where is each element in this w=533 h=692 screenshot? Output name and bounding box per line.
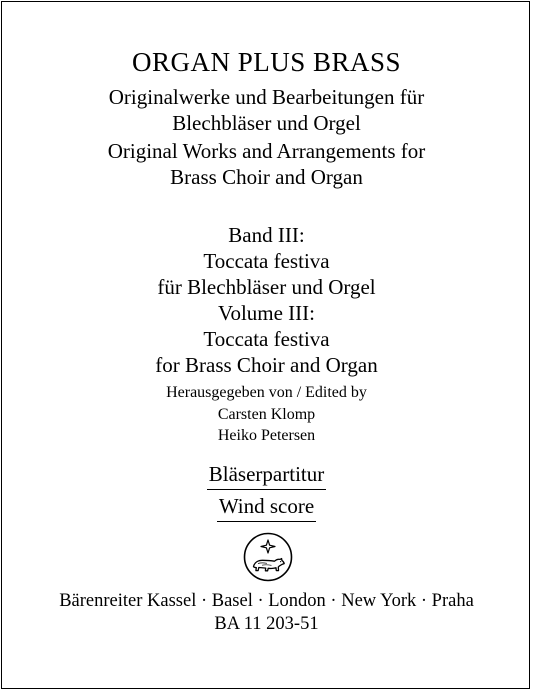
- volume-de-work-title: Toccata festiva: [203, 249, 330, 273]
- volume-de-instrumentation: für Blechbläser und Orgel: [157, 275, 376, 299]
- publisher-block: [0, 590, 533, 636]
- main-title: ORGAN PLUS BRASS: [131, 47, 402, 77]
- publisher-cities: Bärenreiter Kassel · Basel · London · New York · Praha: [59, 591, 474, 611]
- subtitle-german: [0, 84, 533, 136]
- subtitle-german-line-1: Originalwerke und Bearbeitungen für: [108, 85, 425, 109]
- volume-info: [0, 222, 533, 378]
- volume-en-label: Volume III:: [217, 301, 315, 325]
- catalog-number: BA 11 203-51: [214, 614, 319, 634]
- editor-name-1: Carsten Klomp: [217, 405, 316, 423]
- subtitle-english-line-1: Original Works and Arrangements for: [107, 139, 426, 163]
- volume-en-instrumentation: for Brass Choir and Organ: [155, 353, 378, 377]
- subtitle-german-line-2: Blechbläser und Orgel: [172, 111, 361, 135]
- score-type-english: Wind score: [217, 492, 316, 522]
- score-type-german: Bläserpartitur: [207, 460, 326, 490]
- subtitle-english-line-2: Brass Choir and Organ: [170, 165, 363, 189]
- editors-label: Herausgegeben von / Edited by: [166, 384, 367, 401]
- subtitle-english: [0, 138, 533, 190]
- volume-en-work-title: Toccata festiva: [203, 327, 330, 351]
- volume-de-label: Band III:: [228, 223, 305, 247]
- score-type-block: [0, 460, 533, 522]
- editor-name-2: Heiko Petersen: [217, 427, 316, 444]
- editors-block: [0, 382, 533, 447]
- baerenreiter-bear-star-logo-icon: [243, 532, 293, 582]
